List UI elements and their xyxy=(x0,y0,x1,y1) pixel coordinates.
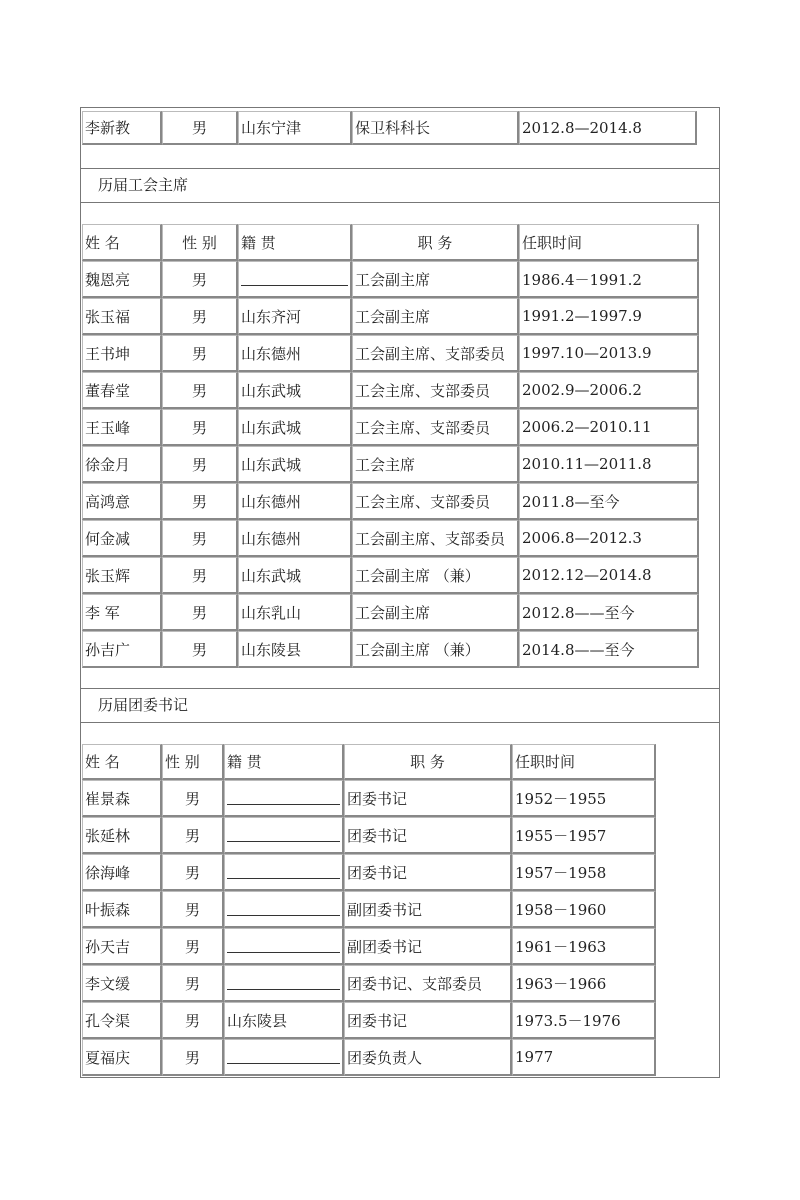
name-cell: 孙天吉 xyxy=(82,928,162,965)
term-cell: 2006.8—2012.3 xyxy=(519,520,699,557)
term-cell: 2012.12—2014.8 xyxy=(519,557,699,594)
origin-cell xyxy=(224,965,344,1002)
divider xyxy=(80,688,720,689)
position-cell: 工会副主席 xyxy=(352,261,519,298)
origin-cell: 山东宁津 xyxy=(238,111,352,145)
table-row xyxy=(82,631,699,668)
position-cell: 工会副主席 （兼） xyxy=(352,631,519,668)
header-row xyxy=(82,744,656,780)
position-cell: 副团委书记 xyxy=(344,891,512,928)
name-cell: 孔令渠 xyxy=(82,1002,162,1039)
position-cell: 工会主席、支部委员 xyxy=(352,409,519,446)
term-cell: 1977 xyxy=(512,1039,656,1076)
table-row xyxy=(82,520,699,557)
term-cell: 2011.8—至今 xyxy=(519,483,699,520)
gender-cell: 男 xyxy=(162,965,224,1002)
term-cell: 2006.2—2010.11 xyxy=(519,409,699,446)
gender-cell: 男 xyxy=(162,891,224,928)
table-row xyxy=(82,446,699,483)
gender-cell: 男 xyxy=(162,111,238,145)
name-cell: 董春堂 xyxy=(82,372,162,409)
origin-cell xyxy=(224,854,344,891)
origin-cell: 山东德州 xyxy=(238,520,352,557)
header-row xyxy=(82,224,699,261)
union-table xyxy=(82,224,699,668)
term-cell: 1952－1955 xyxy=(512,780,656,817)
gender-cell: 男 xyxy=(162,557,238,594)
gender-cell: 男 xyxy=(162,520,238,557)
table-row xyxy=(82,780,656,817)
header-position: 职 务 xyxy=(352,224,519,261)
term-cell: 2010.11—2011.8 xyxy=(519,446,699,483)
youth-section-title: 历届团委书记 xyxy=(98,696,189,714)
name-cell: 王书坤 xyxy=(82,335,162,372)
origin-cell: 山东齐河 xyxy=(238,298,352,335)
top-row-table xyxy=(82,111,697,145)
table-row xyxy=(82,409,699,446)
position-cell: 团委负责人 xyxy=(344,1039,512,1076)
origin-cell: 山东德州 xyxy=(238,483,352,520)
name-cell: 张延林 xyxy=(82,817,162,854)
gender-cell: 男 xyxy=(162,1039,224,1076)
table-row xyxy=(82,594,699,631)
header-gender: 性 别 xyxy=(162,744,224,780)
divider xyxy=(80,722,720,723)
table-row xyxy=(82,854,656,891)
origin-cell xyxy=(238,261,352,298)
term-cell: 1957－1958 xyxy=(512,854,656,891)
name-cell: 李文缓 xyxy=(82,965,162,1002)
table-row xyxy=(82,483,699,520)
gender-cell: 男 xyxy=(162,335,238,372)
term-cell: 1986.4－1991.2 xyxy=(519,261,699,298)
table-row xyxy=(82,335,699,372)
term-cell: 1958－1960 xyxy=(512,891,656,928)
name-cell: 徐金月 xyxy=(82,446,162,483)
table-row xyxy=(82,817,656,854)
origin-cell xyxy=(224,891,344,928)
gender-cell: 男 xyxy=(162,928,224,965)
table-row xyxy=(82,1002,656,1039)
name-cell: 崔景森 xyxy=(82,780,162,817)
origin-cell: 山东陵县 xyxy=(224,1002,344,1039)
blank-origin-line xyxy=(227,977,340,990)
table-row xyxy=(82,1039,656,1076)
term-cell: 2012.8——至今 xyxy=(519,594,699,631)
gender-cell: 男 xyxy=(162,594,238,631)
gender-cell: 男 xyxy=(162,854,224,891)
term-cell: 1991.2—1997.9 xyxy=(519,298,699,335)
header-position: 职 务 xyxy=(344,744,512,780)
term-cell: 2002.9—2006.2 xyxy=(519,372,699,409)
position-cell: 工会副主席、支部委员 xyxy=(352,520,519,557)
blank-origin-line xyxy=(227,866,340,879)
name-cell: 孙吉广 xyxy=(82,631,162,668)
position-cell: 工会副主席 xyxy=(352,594,519,631)
origin-cell: 山东乳山 xyxy=(238,594,352,631)
position-cell: 工会主席 xyxy=(352,446,519,483)
gender-cell: 男 xyxy=(162,817,224,854)
origin-cell: 山东武城 xyxy=(238,446,352,483)
table-row xyxy=(82,111,697,145)
term-cell: 1973.5－1976 xyxy=(512,1002,656,1039)
gender-cell: 男 xyxy=(162,409,238,446)
name-cell: 徐海峰 xyxy=(82,854,162,891)
position-cell: 工会副主席 xyxy=(352,298,519,335)
name-cell: 李新教 xyxy=(82,111,162,145)
name-cell: 王玉峰 xyxy=(82,409,162,446)
name-cell: 夏福庆 xyxy=(82,1039,162,1076)
position-cell: 保卫科科长 xyxy=(352,111,519,145)
term-cell: 1955－1957 xyxy=(512,817,656,854)
origin-cell: 山东武城 xyxy=(238,557,352,594)
table-row xyxy=(82,965,656,1002)
header-origin: 籍 贯 xyxy=(238,224,352,261)
youth-table xyxy=(82,744,656,1076)
header-gender: 性 别 xyxy=(162,224,238,261)
header-origin: 籍 贯 xyxy=(224,744,344,780)
name-cell: 叶振森 xyxy=(82,891,162,928)
position-cell: 团委书记 xyxy=(344,1002,512,1039)
gender-cell: 男 xyxy=(162,780,224,817)
table-row xyxy=(82,298,699,335)
divider xyxy=(80,168,720,169)
origin-cell xyxy=(224,780,344,817)
term-cell: 1963－1966 xyxy=(512,965,656,1002)
divider xyxy=(80,202,720,203)
origin-cell xyxy=(224,928,344,965)
gender-cell: 男 xyxy=(162,261,238,298)
position-cell: 团委书记、支部委员 xyxy=(344,965,512,1002)
origin-cell: 山东德州 xyxy=(238,335,352,372)
position-cell: 工会副主席、支部委员 xyxy=(352,335,519,372)
term-cell: 2012.8—2014.8 xyxy=(519,111,697,145)
header-name: 姓 名 xyxy=(82,744,162,780)
union-section-title: 历届工会主席 xyxy=(98,176,189,194)
blank-origin-line xyxy=(227,940,340,953)
table-row xyxy=(82,372,699,409)
term-cell: 2014.8——至今 xyxy=(519,631,699,668)
position-cell: 团委书记 xyxy=(344,780,512,817)
gender-cell: 男 xyxy=(162,446,238,483)
term-cell: 1997.10—2013.9 xyxy=(519,335,699,372)
name-cell: 李 军 xyxy=(82,594,162,631)
table-row xyxy=(82,891,656,928)
header-name: 姓 名 xyxy=(82,224,162,261)
position-cell: 副团委书记 xyxy=(344,928,512,965)
blank-origin-line xyxy=(227,1051,340,1064)
position-cell: 团委书记 xyxy=(344,817,512,854)
blank-origin-line xyxy=(227,792,340,805)
gender-cell: 男 xyxy=(162,483,238,520)
origin-cell: 山东武城 xyxy=(238,409,352,446)
name-cell: 何金减 xyxy=(82,520,162,557)
header-term: 任职时间 xyxy=(519,224,699,261)
term-cell: 1961－1963 xyxy=(512,928,656,965)
origin-cell xyxy=(224,1039,344,1076)
position-cell: 工会主席、支部委员 xyxy=(352,483,519,520)
origin-cell: 山东陵县 xyxy=(238,631,352,668)
position-cell: 工会副主席 （兼） xyxy=(352,557,519,594)
origin-cell: 山东武城 xyxy=(238,372,352,409)
position-cell: 工会主席、支部委员 xyxy=(352,372,519,409)
gender-cell: 男 xyxy=(162,298,238,335)
table-row xyxy=(82,261,699,298)
gender-cell: 男 xyxy=(162,1002,224,1039)
name-cell: 魏恩亮 xyxy=(82,261,162,298)
name-cell: 高鸿意 xyxy=(82,483,162,520)
blank-origin-line xyxy=(241,273,348,286)
name-cell: 张玉福 xyxy=(82,298,162,335)
position-cell: 团委书记 xyxy=(344,854,512,891)
origin-cell xyxy=(224,817,344,854)
gender-cell: 男 xyxy=(162,631,238,668)
gender-cell: 男 xyxy=(162,372,238,409)
name-cell: 张玉辉 xyxy=(82,557,162,594)
table-row xyxy=(82,557,699,594)
table-row xyxy=(82,928,656,965)
blank-origin-line xyxy=(227,829,340,842)
blank-origin-line xyxy=(227,903,340,916)
header-term: 任职时间 xyxy=(512,744,656,780)
